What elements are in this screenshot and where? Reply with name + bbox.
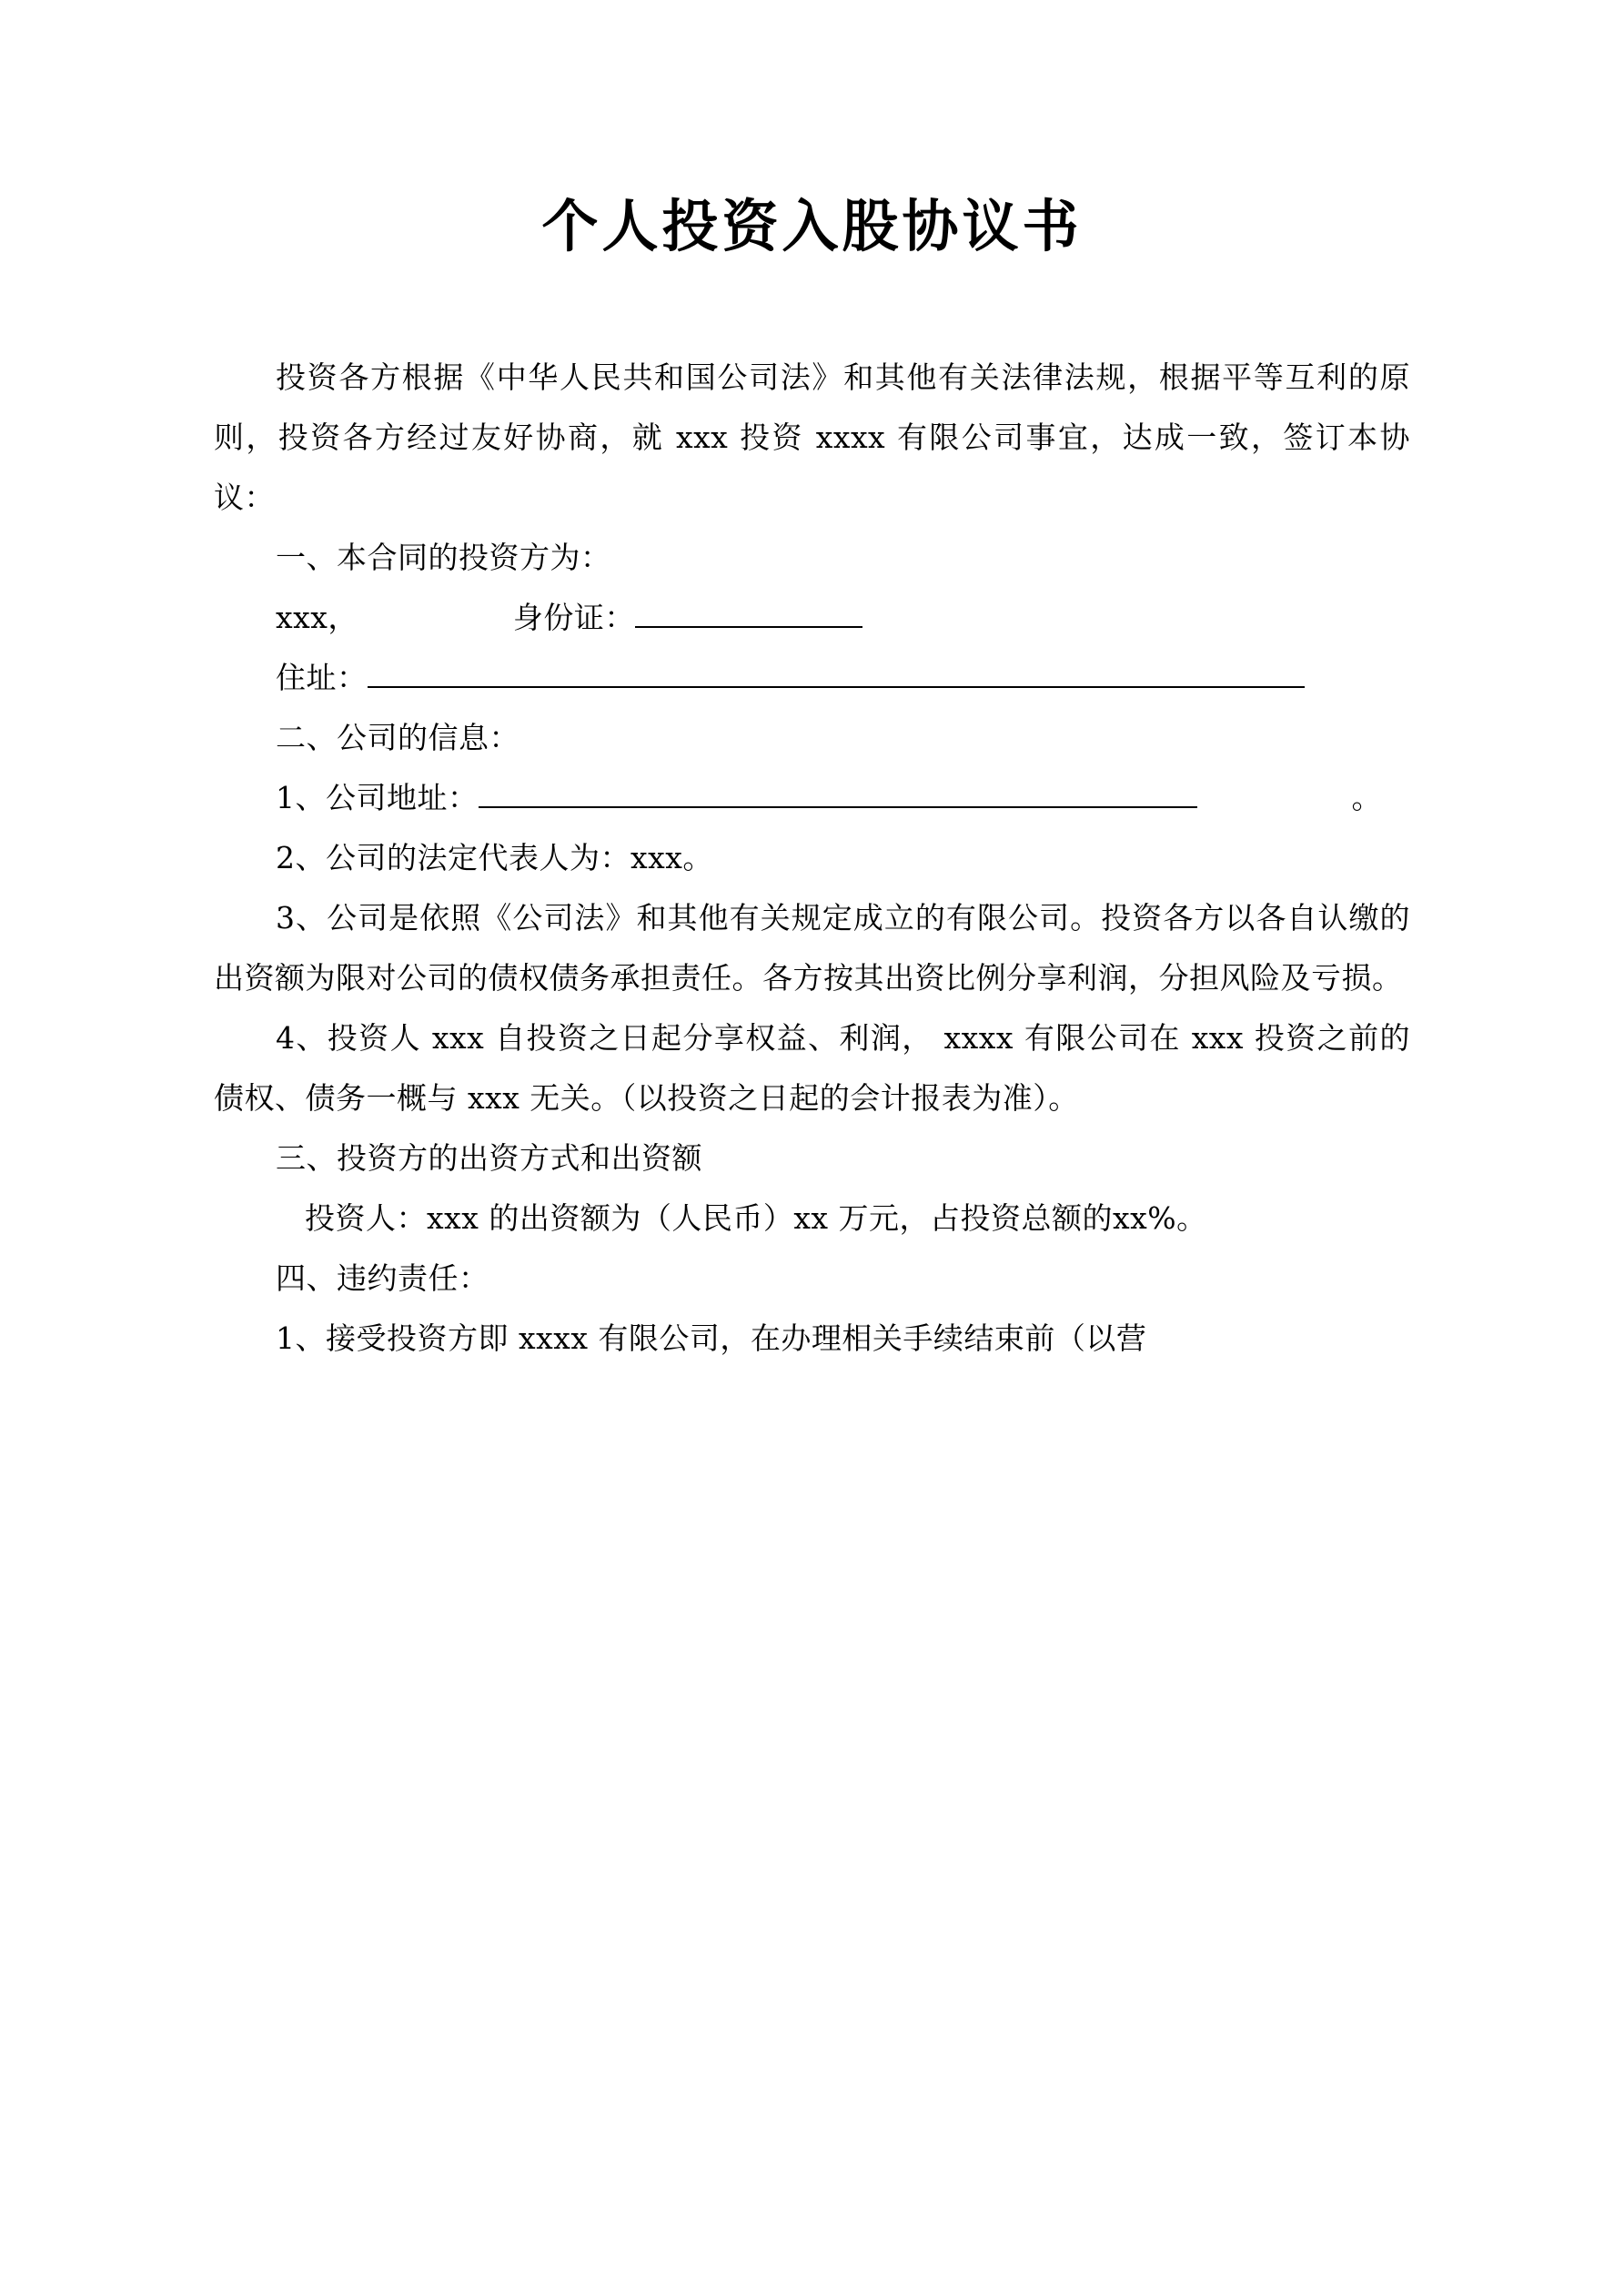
item-2-2: 2、公司的法定代表人为：xxx。 — [276, 840, 713, 876]
paragraph-preamble: 投资各方根据《中华人民共和国公司法》和其他有关法律法规，根据平等互利的原则，投资各方经过友好协商，就 xxx 投资 xxxx 有限公司事宜，达成一致，签订本协议： — [214, 359, 1410, 516]
address-line — [214, 648, 1410, 708]
item-3-1: 投资人：xxx 的出资额为（人民币）xx 万元，占投资总额的xx%。 — [305, 1200, 1207, 1237]
company-address-label: 1、公司地址： — [276, 780, 479, 816]
heading-section-2: 二、公司的信息： — [276, 720, 519, 756]
party-address-label: 住址： — [276, 660, 368, 696]
item-2-3: 3、公司是依照《公司法》和其他有关规定成立的有限公司。投资各方以各自认缴的出资额为限对公司的债权债务承担责任。各方按其出资比例分享利润，分担风险及亏损。 — [214, 900, 1410, 996]
party-id-label: 身份证： — [512, 600, 635, 636]
item-2-1 — [214, 768, 1410, 828]
heading-section-3: 三、投资方的出资方式和出资额 — [276, 1140, 702, 1177]
item-4-1: 1、接受投资方即 xxxx 有限公司，在办理相关手续结束前（以营 — [276, 1320, 1147, 1357]
party-line — [214, 588, 1410, 648]
heading-section-4: 四、违约责任： — [276, 1260, 489, 1297]
item-2-1-period: 。 — [1351, 780, 1382, 816]
company-address-blank[interactable] — [479, 806, 1197, 808]
party-name: xxx， — [276, 600, 358, 636]
document-body — [214, 348, 1410, 1369]
party-address-blank[interactable] — [368, 686, 1305, 688]
heading-section-1: 一、本合同的投资方为： — [276, 540, 611, 576]
page-title: 个人投资入股协议书 — [541, 193, 1083, 259]
item-2-4: 4、投资人 xxx 自投资之日起分享权益、利润， xxxx 有限公司在 xxx 投资之前的债权、债务一概与 xxx 无关。（以投资之日起的会计报表为准）。 — [214, 1020, 1410, 1117]
party-id-blank[interactable] — [635, 626, 862, 628]
